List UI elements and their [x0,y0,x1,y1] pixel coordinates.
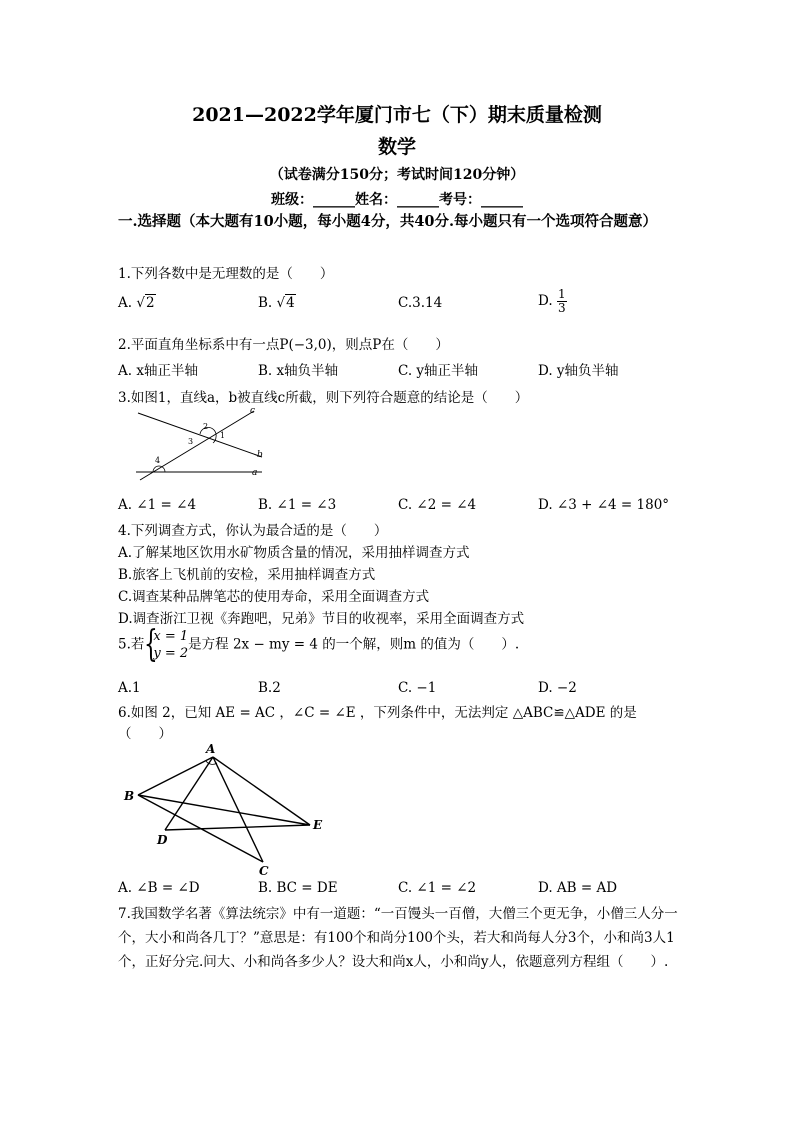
q3-stem: 3.如图1，直线a，b被直线c所截，则下列符合题意的结论是（ ） [118,390,529,406]
q1-option-c: C.3.14 [398,295,443,311]
segment-DE [165,825,310,830]
segment-BE [138,795,310,825]
fig1-label-b: b [257,450,263,460]
q6-option-b: B. BC = DE [258,880,338,896]
student-info-line: 班级：______姓名：______考号：______ [271,192,523,208]
segment-BC [138,795,263,862]
q2-option-d: D. y轴负半轴 [538,363,619,379]
q6-option-c: C. ∠1 = ∠2 [398,880,477,896]
equation-system: { x = 1 y = 2 [144,624,189,665]
q3-option-c: C. ∠2 = ∠4 [398,497,477,513]
fig1-label-1: 1 [220,431,226,440]
q4-stem: 4.下列调查方式，你认为最合适的是（ ） [118,523,388,539]
line-c [140,411,254,480]
q5-option-d: D. −2 [538,680,577,696]
q6-option-a: A. ∠B = ∠D [118,880,200,896]
q4-option-b: B.旅客上飞机前的安检，采用抽样调查方式 [118,567,376,583]
fig2-label-C: C [259,864,269,878]
q2-option-a: A. x轴正半轴 [118,363,198,379]
figure-1 [130,405,270,480]
q5-option-a: A.1 [118,680,141,696]
fig2-label-B: B [124,789,135,803]
q1-option-b: B. √4 [258,295,295,311]
q4-option-d: D.调查浙江卫视《奔跑吧，兄弟》节目的收视率，采用全面调查方式 [118,611,525,627]
q2-option-c: C. y轴正半轴 [398,363,479,379]
fig2-label-A: A [206,742,216,756]
exam-note: （试卷满分150分；考试时间120分钟） [269,167,525,183]
q5-option-c: C. −1 [398,680,437,696]
line-b [138,413,262,457]
exam-title: 2021—2022学年厦门市七（下）期末质量检测 [192,104,602,126]
q4-option-a: A.了解某地区饮用水矿物质含量的情况，采用抽样调查方式 [118,545,470,561]
q2-stem: 2.平面直角坐标系中有一点P(−3,0)，则点P在（ ） [118,337,449,353]
fig1-label-c: c [250,406,256,416]
q5-stem: 5.若 { x = 1 y = 2 是方程 2x − my = 4 的一个解，则m 的值为（ ）. [118,624,520,665]
q4-option-c: C.调查某种品牌笔芯的使用寿命，采用全面调查方式 [118,589,430,605]
q3-option-b: B. ∠1 = ∠3 [258,497,337,513]
q6-option-d: D. AB = AD [538,880,618,896]
segment-AE [213,757,310,825]
fig2-label-E: E [313,818,323,832]
subject-title: 数学 [377,136,416,158]
figure-2 [118,740,338,878]
fig1-label-3: 3 [188,437,194,446]
fig1-label-2: 2 [203,422,209,431]
q3-option-d: D. ∠3 + ∠4 = 180° [538,497,670,513]
q1-stem: 1.下列各数中是无理数的是（ ） [118,266,334,282]
q6-stem: 6.如图 2，已知 AE = AC ，∠C = ∠E ，下列条件中，无法判定 △ABC≌△ADE 的是 [118,705,637,721]
fig1-label-4: 4 [155,456,161,465]
section-heading: 一.选择题（本大题有10小题，每小题4分，共40分.每小题只有一个选项符合题意） [118,213,658,230]
q6-stem-cont: （ ） [118,726,172,742]
q1-option-a: A. √2 [118,295,155,311]
q5-option-b: B.2 [258,680,281,696]
q2-option-b: B. x轴负半轴 [258,363,339,379]
fig2-label-D: D [157,833,168,847]
q1-option-d: D. $\frac{1}{3}$ [538,287,566,315]
segment-AB [138,757,213,795]
fig1-label-a: a [252,468,258,478]
q7-text: 7.我国数学名著《算法统宗》中有一道题：“一百馒头一百僧，大僧三个更无争，小僧三人分一个，大小和尚各几丁？”意思是：有100个和尚分100个头，若大和尚每人分3个，小和尚3人1个，正好分完.问大、小和尚各多少人？设大和尚x人，小和尚y人，依题意列方程组（ ）. [118,906,678,970]
q3-option-a: A. ∠1 = ∠4 [118,497,197,513]
segment-AD [165,757,213,830]
